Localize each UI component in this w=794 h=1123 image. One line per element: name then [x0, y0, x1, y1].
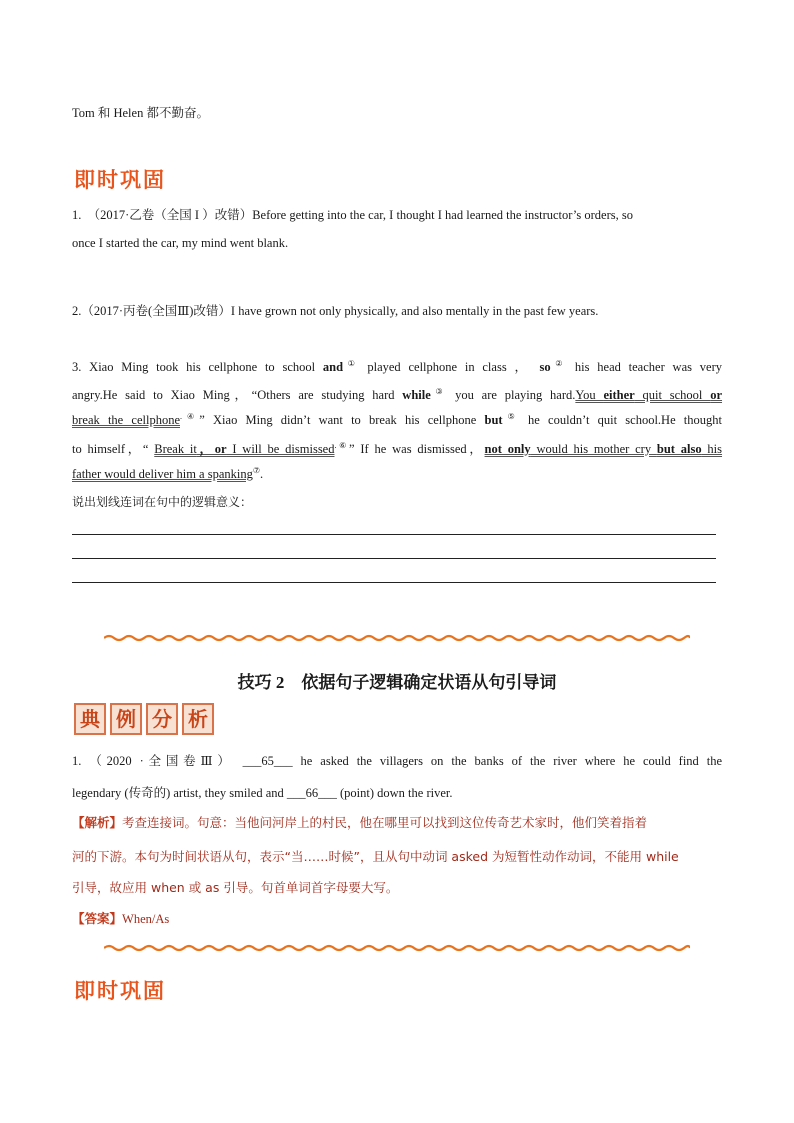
text: played cellphone in class ，: [359, 360, 540, 374]
text: to himself，“: [72, 442, 155, 456]
conj-and: and: [322, 360, 344, 374]
marker: ①: [343, 358, 360, 368]
answer-line[interactable]: [72, 558, 716, 559]
banner-char: 固: [143, 979, 165, 1003]
marker: ⑤: [502, 412, 520, 421]
marker: ②: [550, 358, 568, 368]
question-3-line-3: [72, 412, 722, 428]
banner-char: 时: [97, 979, 119, 1003]
conj-either: either: [603, 388, 635, 402]
marker: .⑥: [334, 440, 350, 450]
banner-char: 典: [74, 703, 106, 735]
text: his head teacher was very: [567, 360, 722, 374]
analysis-line-1: [72, 813, 647, 831]
text: .: [260, 467, 264, 482]
question-3-line-4: [72, 439, 722, 457]
question-1-line-1: 1. （2017·乙卷（全国 I ）改错）Before getting into the car, I thought I had learned the instructor’s orders, so: [72, 208, 633, 222]
wavy-divider: [104, 944, 690, 952]
conj-or-2: ，or: [196, 442, 227, 456]
skill-2-heading: 技巧 2 依据句子逻辑确定状语从句引导词: [237, 673, 557, 692]
banner-char: 例: [110, 703, 142, 735]
text: he couldn’t quit school.He thought: [519, 413, 723, 428]
wavy-divider: [104, 634, 690, 642]
underlined-mother: would his mother cry: [530, 442, 657, 456]
question-1-line-2: once I started the car, my mind went blank.: [72, 236, 289, 250]
conj-while: while: [402, 388, 431, 402]
consolidate-banner: [74, 164, 165, 194]
banner-char: 时: [97, 168, 119, 192]
question-3-prompt: 说出划线连词在句中的逻辑意义：: [72, 495, 253, 509]
underlined-his: his: [701, 442, 723, 456]
underlined-dismissed: I will be dismissed: [226, 442, 335, 456]
answer-text: When/As: [122, 912, 170, 926]
answer-line-row: [72, 909, 169, 927]
analysis-tag: 【解析】: [72, 815, 123, 830]
analysis-line-3: 引导，故应用 when 或 as 引导。句首单词首字母要大写。: [72, 880, 399, 895]
conj-but-also: but also: [656, 442, 702, 456]
conj-but: but: [484, 413, 503, 428]
analysis-text: 考查连接词。句意：当他问河岸上的村民，他在哪里可以找到这位传奇艺术家时，他们笑着指着: [122, 815, 648, 830]
text: you are playing hard.: [447, 388, 576, 402]
underlined-break-it: Break it: [154, 442, 197, 456]
conj-or: or: [710, 388, 723, 402]
banner-char: 即: [74, 979, 96, 1003]
marker: ③: [430, 386, 448, 396]
text: ” Xiao Ming didn’t want to break his cellphone: [199, 413, 485, 428]
underlined-father: father would deliver him a spanking: [72, 467, 253, 482]
marker: ⑦: [252, 466, 261, 475]
question-2: 2.（2017·丙卷(全国Ⅲ)改错）I have grown not only physically, and also mentally in the past few years.: [72, 304, 599, 318]
text: angry.He said to Xiao Ming，“Others are studying hard: [72, 388, 403, 402]
example-line-1: 1. （2020 ·全国卷Ⅲ） ___65___ he asked the villagers on the banks of the river where he could find the: [72, 754, 722, 768]
question-3-line-2: [72, 385, 722, 403]
consolidate-banner-2: [74, 975, 165, 1005]
banner-char: 巩: [120, 168, 142, 192]
answer-line[interactable]: [72, 582, 716, 583]
text: ” If he was dismissed，: [349, 442, 485, 456]
marker: .④: [180, 412, 200, 421]
question-3-line-5: [72, 466, 263, 482]
banner-char: 即: [74, 168, 96, 192]
conj-so: so: [539, 360, 551, 374]
conj-not-only: not only: [484, 442, 531, 456]
banner-char: 巩: [120, 979, 142, 1003]
intro-sentence: Tom 和 Helen 都不勤奋。: [72, 106, 209, 120]
banner-char: 析: [182, 703, 214, 735]
example-line-2: legendary (传奇的) artist, they smiled and ___66___ (point) down the river.: [72, 786, 453, 800]
banner-char: 固: [143, 168, 165, 192]
answer-line[interactable]: [72, 534, 716, 535]
answer-tag: 【答案】: [72, 911, 123, 926]
example-analysis-banner: [74, 703, 214, 735]
underlined-you: You: [575, 388, 604, 402]
analysis-line-2: 河的下游。本句为时间状语从句，表示“当……时候”，且从句中动词 asked 为短暂性动作动词，不能用 while: [72, 849, 679, 864]
question-3-line-1: [72, 357, 722, 375]
text: 3. Xiao Ming took his cellphone to school: [72, 360, 323, 374]
banner-char: 分: [146, 703, 178, 735]
underlined-quit: quit school: [634, 388, 711, 402]
underlined-break: break the cellphone: [72, 413, 180, 428]
